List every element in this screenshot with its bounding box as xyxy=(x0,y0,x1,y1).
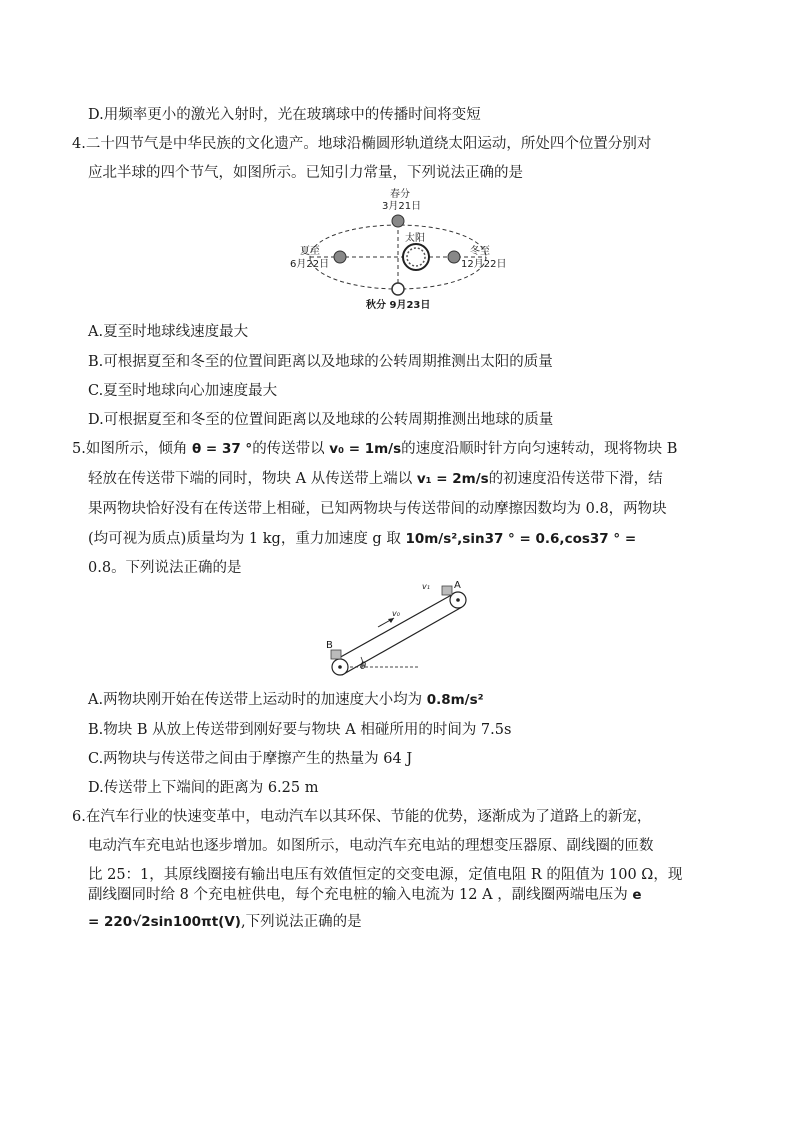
block-b-icon xyxy=(331,650,341,659)
q4-stem-line-2: 应北半球的四个节气，如图所示。已知引力常量，下列说法正确的是 xyxy=(88,165,523,181)
q4-option-a: A.夏至时地球线速度最大 xyxy=(88,324,249,340)
earth-winter-icon xyxy=(448,251,460,263)
spring-date: 3月21日 xyxy=(382,201,422,212)
q6-stem-line-5: = 220√2sin100πt(V),下列说法正确的是 xyxy=(88,914,362,930)
q5-stem-line-1: 5.如图所示，倾角 θ = 37 °的传送带以 v₀ = 1m/s的速度沿顺时针方向匀速转动，现将物块 B xyxy=(72,441,678,457)
q5-option-d: D.传送带上下端间的距离为 6.25 m xyxy=(88,780,319,796)
v0-label: v₀ xyxy=(392,609,400,618)
autumn-label: 秋分 9月23日 xyxy=(366,300,431,311)
q4-option-b: B.可根据夏至和冬至的位置间距离以及地球的公转周期推测出太阳的质量 xyxy=(88,354,553,370)
block-a-icon xyxy=(442,586,452,595)
q6-stem-line-1: 6.在汽车行业的快速变革中，电动汽车以其环保、节能的优势，逐渐成为了道路上的新宠， xyxy=(72,809,652,825)
earth-spring-icon xyxy=(392,215,404,227)
q5-option-b: B.物块 B 从放上传送带到刚好要与物块 A 相碰所用的时间为 7.5s xyxy=(88,722,512,738)
q5-option-a: A.两物块刚开始在传送带上运动时的加速度大小均为 0.8m/s² xyxy=(88,692,484,708)
summer-date: 6月22日 xyxy=(290,259,330,270)
q6-stem-line-4: 副线圈同时给 8 个充电桩供电，每个充电桩的输入电流为 12 A ，副线圈两端电压为 e xyxy=(88,887,642,903)
earth-orbit-diagram xyxy=(280,185,520,315)
q4-option-d: D.可根据夏至和冬至的位置间距离以及地球的公转周期推测出地球的质量 xyxy=(88,412,554,428)
q4-stem-line-1: 4.二十四节气是中华民族的文化遗产。地球沿椭圆形轨道绕太阳运动，所处四个位置分别对 xyxy=(72,136,652,152)
q5-stem-line-2: 轻放在传送带下端的同时，物块 A 从传送带上端以 v₁ = 2m/s的初速度沿传送带下滑，结 xyxy=(88,471,663,487)
winter-label: 冬至 xyxy=(470,246,490,257)
spring-label: 春分 xyxy=(390,189,410,200)
v1-label: v₁ xyxy=(422,582,430,591)
block-b-label: B xyxy=(326,640,333,651)
theta-label: θ xyxy=(360,661,367,672)
earth-summer-icon xyxy=(334,251,346,263)
conveyor-belt-diagram xyxy=(318,577,478,685)
earth-autumn-icon xyxy=(392,283,404,295)
q5-stem-line-5: 0.8。下列说法正确的是 xyxy=(88,560,242,576)
block-a-label: A xyxy=(454,580,461,591)
q5-stem-line-3: 果两物块恰好没有在传送带上相碰，已知两物块与传送带间的动摩擦因数均为 0.8，两物块 xyxy=(88,501,667,517)
q5-option-c: C.两物块与传送带之间由于摩擦产生的热量为 64 J xyxy=(88,751,413,767)
q6-stem-line-2: 电动汽车充电站也逐步增加。如图所示，电动汽车充电站的理想变压器原、副线圈的匝数 xyxy=(88,838,654,854)
q5-stem-line-4: (均可视为质点)质量均为 1 kg，重力加速度 g 取 10m/s²,sin37 ° = 0.6,cos37 ° = xyxy=(88,531,637,547)
summer-label: 夏至 xyxy=(300,246,320,257)
winter-date: 12月22日 xyxy=(461,259,507,270)
q4-option-c: C.夏至时地球向心加速度最大 xyxy=(88,383,278,399)
q6-stem-line-3: 比 25：1，其原线圈接有输出电压有效值恒定的交变电源，定值电阻 R 的阻值为 100 Ω，现 xyxy=(88,867,683,883)
belt-top-edge xyxy=(337,593,455,659)
sun-label: 太阳 xyxy=(405,233,425,244)
q3-option-d: D.用频率更小的激光入射时，光在玻璃球中的传播时间将变短 xyxy=(88,107,481,123)
